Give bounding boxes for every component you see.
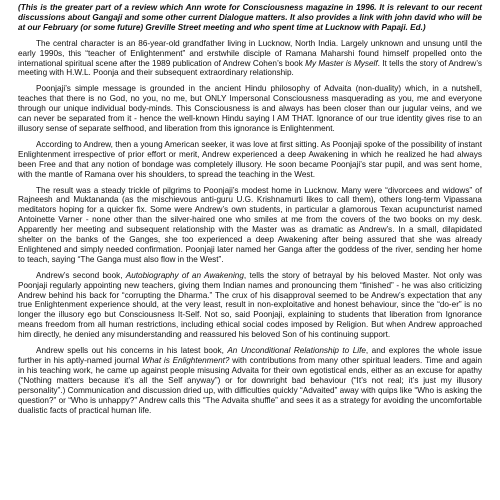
paragraph-6-mid: , and explores the whole issue further in his aptly-named journal (18, 346, 482, 365)
paragraph-5 (18, 271, 482, 340)
paragraph-6-lead: Andrew spells out his concerns in his latest book, (36, 346, 228, 356)
paragraph-1 (18, 39, 482, 79)
paragraph-6-body: with contributions from many other spiritual leaders. Time and again in his teaching work, he came up against people misusing Advaita for their own egotistical ends, either as an excuse for apathy (“Nothing matters because it’s all the Self anyway”) or for downright bad behaviour (“It’s not real; it’s just my illusory personality”.) Communication and discussion dried up, with difficulties quickly “Advaited” away with quips like “Who is asking the question?” or “Who is unhappy?” Andrew calls this “The Advaita shuffle” and sees it as a strategy for avoiding the uncomfortable dualistic facts of practical human life. (18, 356, 482, 415)
paragraph-6 (18, 346, 482, 415)
paragraph-1-lead: The central character is an 86-year-old grandfather living in Lucknow, North India. Largely unknown and unsung until the early 1990s, this “teacher of Enlightenment” and erstwhile disciple of Ramana Maharshi found himself propelled onto the international spiritual scene after the 1989 publication of Andrew Cohen’s book (18, 38, 482, 68)
paragraph-1-body: . It tells the story of Andrew’s meeting with H.W.L. Poonja and their subsequent extraordinary relationship. (18, 58, 482, 78)
journal-title: What is Enlightenment? (142, 356, 230, 365)
paragraph-4: The result was a steady trickle of pilgrims to Poonjaji’s modest home in Lucknow. Many were “divorcees and widows” of Rajneesh and Muktananda (as the mischievous anti-guru U.G. Krishnamurti likes to call them), others long-term Vipassana meditators hoping for a quicker fix. Some were Andrew’s own students, in particular a glamorous Texan acupuncturist named Antoinette Varner - none other than the silver-haired one who smiles at me from the covers of the two books on my desk. Apparently her meeting and subsequent relationship with the Master was as dramatic as Andrew’s. In a small, dilapidated shelter on the banks of the Ganges, she too experienced a deep Awakening after being assured that she was already Enlightened and simply needed confirmation. Poonjaji later named her Ganga after the goddess of the river, sending her home to teach, saying “The Ganga must also flow in the West”. (18, 185, 482, 264)
book-title-autobiography: Autobiography of an Awakening (125, 270, 244, 280)
paragraph-5-body: , tells the story of betrayal by his beloved Master. Not only was Poonjaji regularly appointing new teachers, giving them Indian names and pronouncing them “finished” - he was also criticizing Andrew behind his back for “corrupting the Dharma.” The crux of his disapproval seemed to be Andrew’s expectation that any true Enlightenment experience should, at the very least, result in non-exploitative and honest behaviour, since the “do-er” is no longer the illusory ego but Consciousness It-Self. Not so, said Poonjaji, explaining to students that liberation from Ignorance means freedom from all human restrictions, including ethical social codes imposed by Religion. But when Andrew approached him directly, he denied any misunderstanding and reassured his beloved Son of his continuing support. (18, 270, 483, 340)
book-title-my-master: My Master is Myself (305, 58, 378, 68)
paragraph-5-lead: Andrew’s second book, (36, 270, 126, 280)
paragraph-2: Poonjaji’s simple message is grounded in the ancient Hindu philosophy of Advaita (non-duality) which, in a nutshell, teaches that there is no God, no you, no me, but ONLY Impersonal Consciousness masquerading as you, me and everyone through our unique individual body-minds. This Consciousness is and always has been closer than our jugular veins, and we can never be separated from it - hence the well-known Hindu saying I AM THAT. Ignorance of our true identity gives rise to an illusory sense of separate selfhood, and liberation from this ignorance is Enlightenment. (18, 84, 482, 133)
editor-note: (This is the greater part of a review which Ann wrote for Consciousness magazine in 1996. It is relevant to our recent discussions about Gangaji and some other current Dialogue matters. It also provides a link with john david who will be at our February (or some future) Greville Street meeting and who spent time at Lucknow with Papaji. Ed.) (18, 3, 482, 32)
book-title-unconditional: An Unconditional Relationship to Life (227, 346, 366, 356)
paragraph-3: According to Andrew, then a young American seeker, it was love at first sitting. As Poonjaji spoke of the possibility of instant Enlightenment irrespective of prior effort or merit, Andrew experienced a deep Awakening in which he realized he had always been Free and that any notion of bondage was completely illusory. He soon became Poonjaji’s star pupil, and was sent home, with the mantle of Ramana over his shoulders, to spread the teaching in the West. (18, 139, 482, 179)
